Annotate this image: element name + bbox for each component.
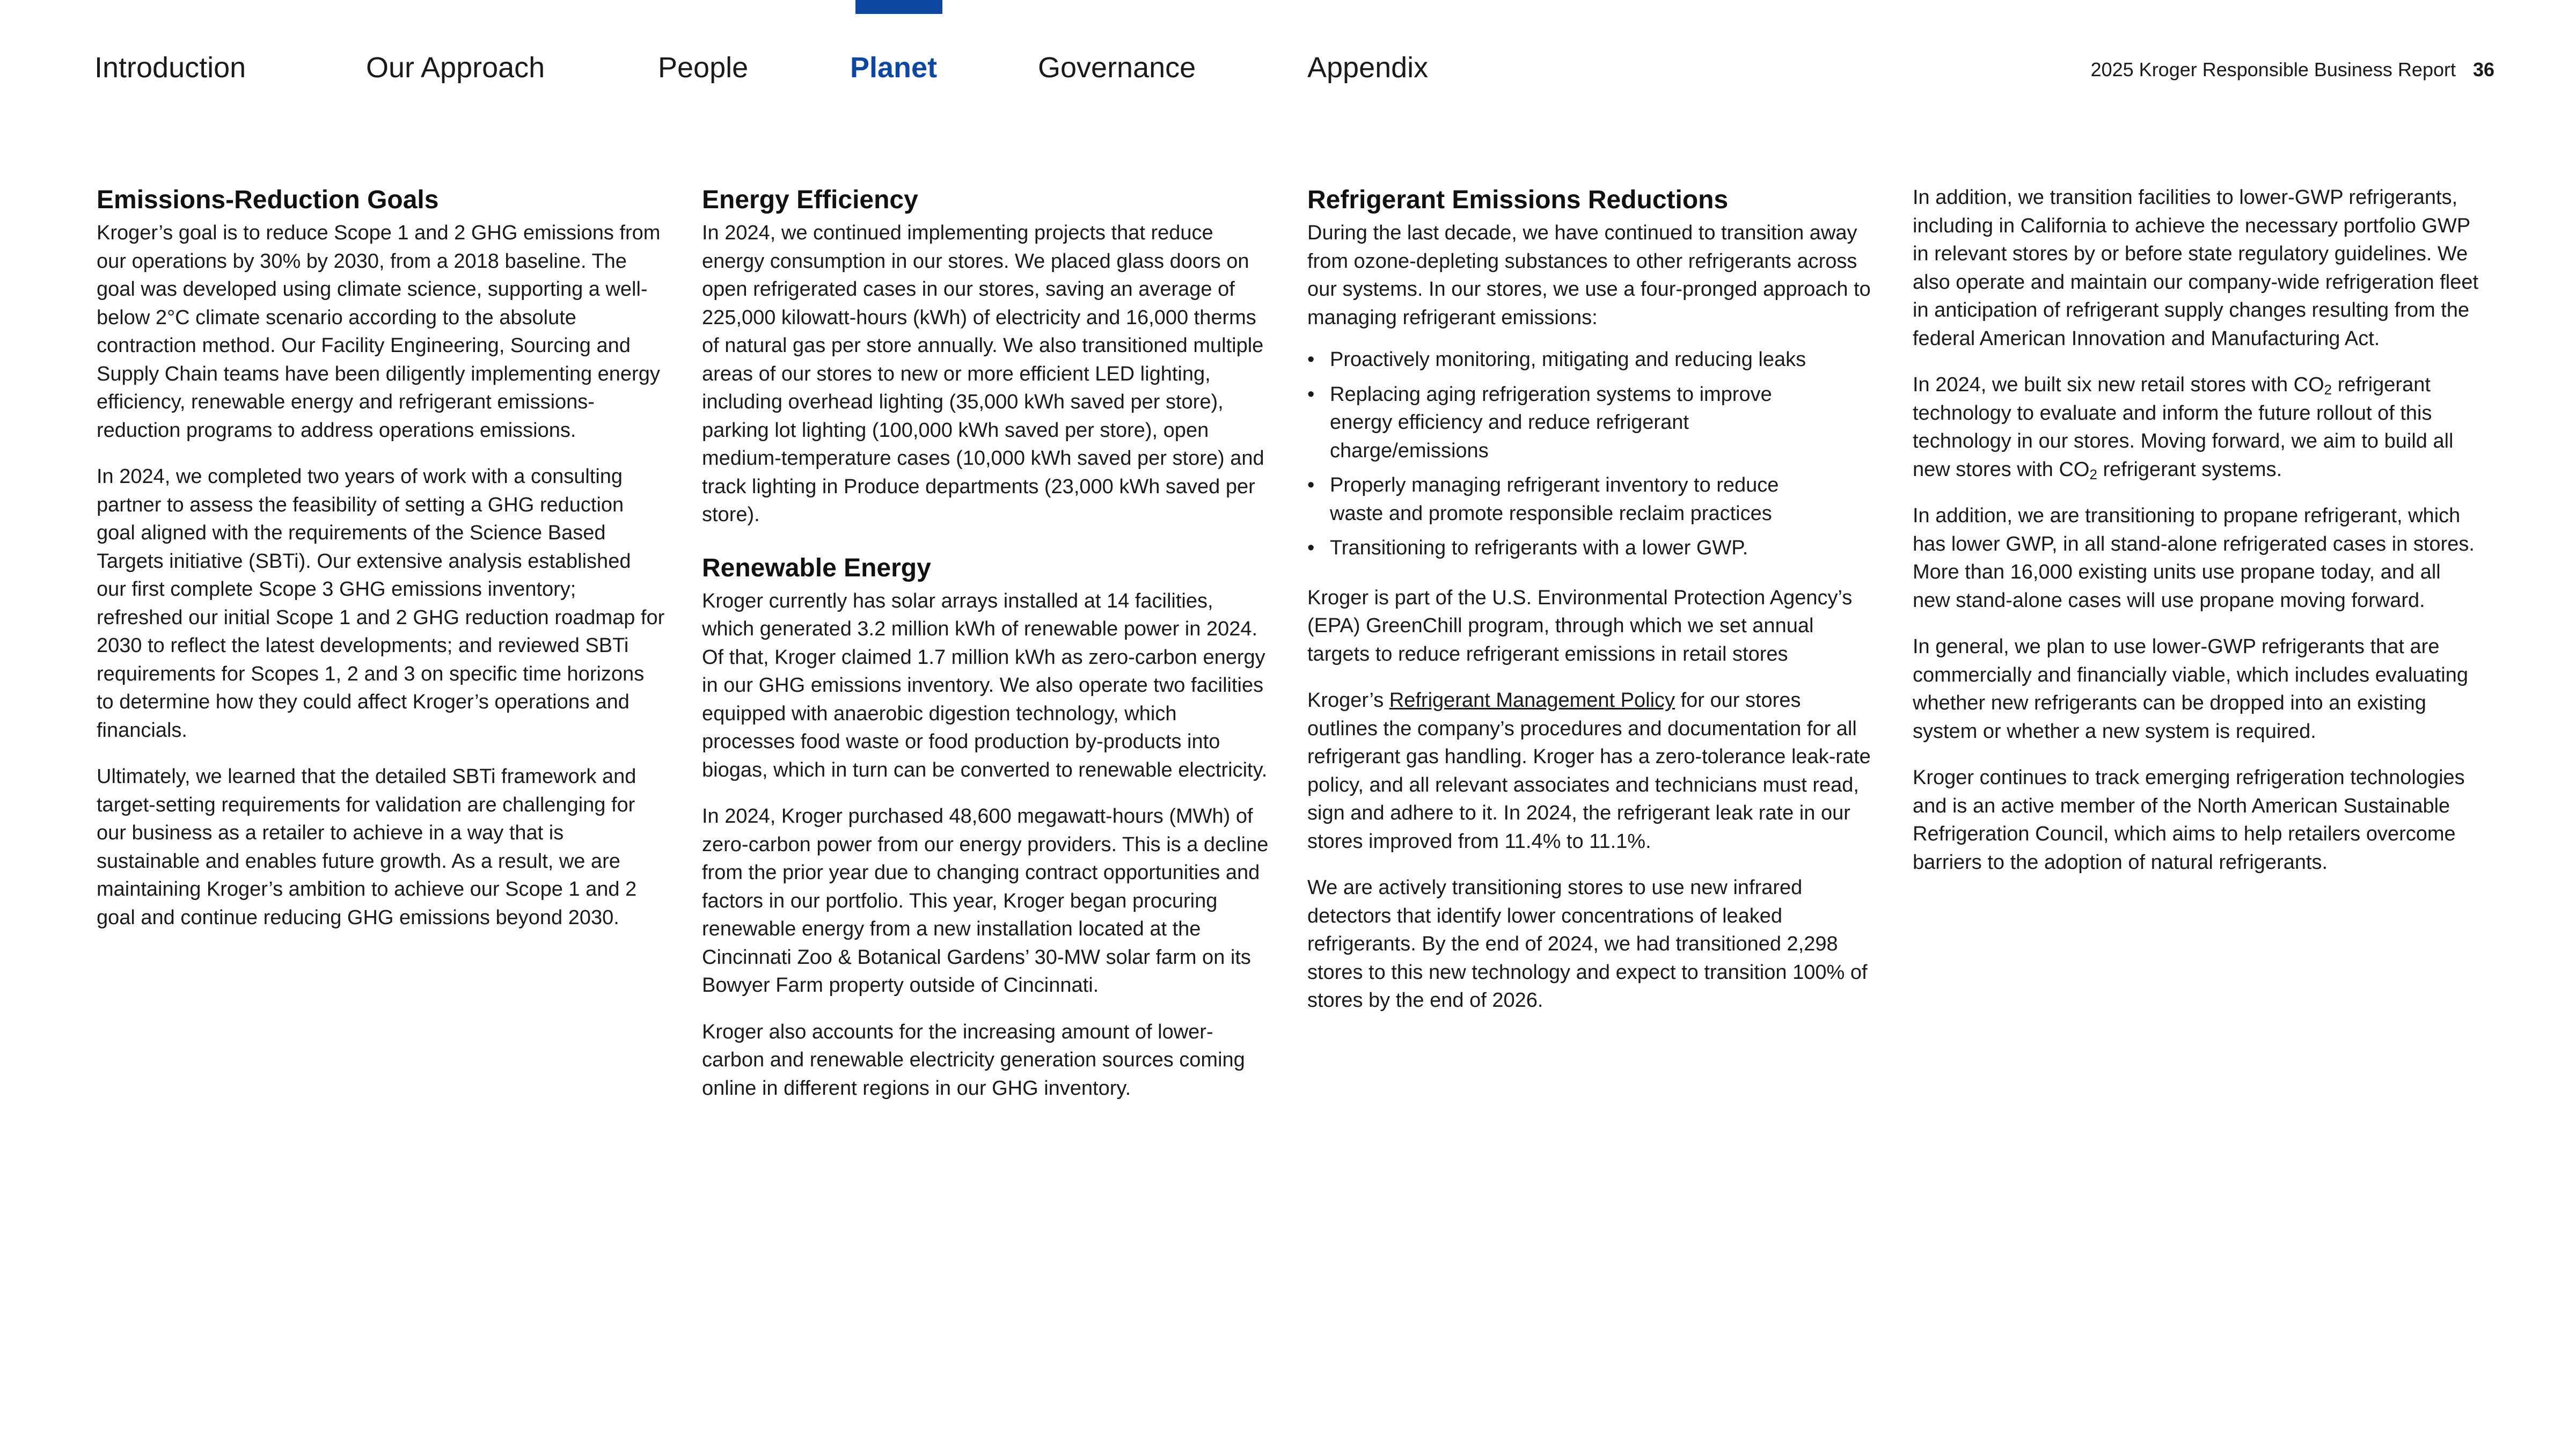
tab-planet[interactable]: Planet	[850, 52, 938, 84]
list-item: • Transitioning to refrigerants with a lower GWP.	[1307, 534, 1834, 562]
approach-bullet-list	[1307, 346, 1876, 562]
paragraph: Ultimately, we learned that the detailed SBTi framework and target-setting requirements for validation are challenging for our business as a retailer to achieve in a way that is sustainable and enables future growth. As a result, we are maintaining Kroger’s ambition to achieve our Scope 1 and 2 goal and continue reducing GHG emissions beyond 2030.	[97, 765, 637, 929]
heading-renewable-energy: Renewable Energy	[702, 553, 931, 582]
report-title: 2025 Kroger Responsible Business Report	[2090, 58, 2456, 80]
paragraph: In 2024, Kroger purchased 48,600 megawatt-hours (MWh) of zero-carbon power from our energy providers. This is a decline from the prior year due to changing contract opportunities and factors in our portfolio. This year, Kroger began procuring renewable energy from a new installation located at the Cincinnati Zoo & Botanical Gardens’ 30-MW solar farm on its Bowyer Farm property outside of Cincinnati.	[702, 805, 1269, 997]
paragraph: Kroger continues to track emerging refrigeration technologies and is an active member of the North American Sustainable Refrigeration Council, which aims to help retailers overcome barriers to the adoption of natural refrigerants.	[1913, 766, 2465, 874]
paragraph: Kroger is part of the U.S. Environmental Protection Agency’s (EPA) GreenChill program, through which we set annual targets to reduce refrigerant emissions in retail stores	[1307, 586, 1853, 665]
paragraph-co2-stores	[1913, 371, 2482, 484]
paragraph: Kroger also accounts for the increasing amount of lower-carbon and renewable electricity generation sources coming online in different regions in our GHG inventory.	[702, 1020, 1245, 1100]
subscript: 2	[2089, 466, 2097, 482]
paragraph: During the last decade, we have continued to transition away from ozone-depleting substances to other refrigerants across our systems. In our stores, we use a four-pronged approach to managing refrigerant emissions:	[1307, 222, 1871, 329]
list-item: • Replacing aging refrigeration systems to improve energy efficiency and reduce refrigerant charge/emissions	[1307, 380, 1834, 465]
active-tab-indicator	[855, 0, 942, 14]
tab-appendix[interactable]: Appendix	[1307, 52, 1429, 84]
paragraph: We are actively transitioning stores to use new infrared detectors that identify lower concentrations of leaked refrigerants. By the end of 2024, we had transitioned 2,298 stores to this new technology and expect to transition 100% of stores by the end of 2026.	[1307, 876, 1868, 1012]
heading-energy-efficiency: Energy Efficiency	[702, 186, 918, 214]
heading-refrigerant-emissions-reductions: Refrigerant Emissions Reductions	[1307, 186, 1729, 214]
tab-our-approach[interactable]: Our Approach	[366, 52, 545, 84]
text: refrigerant technology to evaluate and inform the future rollout of this technology in our stores. Moving forward, we aim to build all new stores with CO	[1913, 374, 2454, 481]
text: In 2024, we built six new retail stores with CO	[1913, 374, 2324, 396]
heading-emissions-reduction-goals: Emissions-Reduction Goals	[97, 186, 439, 214]
column-refrigerant-continued	[1913, 184, 2482, 895]
paragraph: In addition, we are transitioning to propane refrigerant, which has lower GWP, in all stand-alone refrigerated cases in stores. More than 16,000 existing units use propane today, and all new stand-alone cases will use propane moving forward.	[1913, 504, 2475, 612]
column-emissions-reduction-goals	[97, 184, 665, 950]
column-refrigerant-emissions	[1307, 184, 1876, 1033]
paragraph: Kroger’s goal is to reduce Scope 1 and 2 GHG emissions from our operations by 30% by 2030, from a 2018 baseline. The goal was developed using climate science, supporting a well-below 2°C climate scenario according to the absolute contraction method. Our Facility Engineering, Sourcing and Supply Chain teams have been diligently implementing energy efficiency, renewable energy and refrigerant emissions-reduction programs to address operations emissions.	[97, 222, 661, 442]
subscript: 2	[2324, 382, 2332, 398]
tab-people[interactable]: People	[658, 52, 749, 84]
paragraph: In general, we plan to use lower-GWP refrigerants that are commercially and financially viable, which includes evaluating whether new refrigerants can be dropped into an existing system or whether a new system is required.	[1913, 635, 2468, 743]
paragraph: In 2024, we continued implementing projects that reduce energy consumption in our stores. We placed glass doors on open refrigerated cases in our stores, saving an average of 225,000 kilowatt-hours (kWh) of electricity and 16,000 therms of natural gas per store annually. We also transitioned multiple areas of our stores to new or more efficient LED lighting, including overhead lighting (35,000 kWh saved per store), parking lot lighting (100,000 kWh saved per store), open medium-temperature cases (10,000 kWh saved per store) and track lighting in Produce departments (23,000 kWh saved per store).	[702, 222, 1264, 526]
paragraph: In 2024, we completed two years of work with a consulting partner to assess the feasibility of setting a GHG reduction goal aligned with the requirements of the Science Based Targets initiative (SBTi). Our extensive analysis established our first complete Scope 3 GHG emissions inventory; refreshed our initial Scope 1 and 2 GHG reduction roadmap for 2030 to reflect the latest developments; and reviewed SBTi requirements for Scopes 1, 2 and 3 on specific time horizons to determine how they could affect Kroger’s operations and financials.	[97, 465, 665, 742]
tab-introduction[interactable]: Introduction	[94, 52, 246, 84]
text: for our stores outlines the company’s procedures and documentation for all refrigerant gas handling. Kroger has a zero-tolerance leak-rate policy, and all relevant associates and technicians must read, sign and adhere to it. In 2024, the refrigerant leak rate in our stores improved from 11.4% to 11.1%.	[1307, 689, 1871, 853]
tab-governance[interactable]: Governance	[1038, 52, 1196, 84]
paragraph-refrigerant-policy	[1307, 686, 1876, 855]
list-item: • Properly managing refrigerant inventory to reduce waste and promote responsible reclaim practices	[1307, 471, 1834, 528]
paragraph: Kroger currently has solar arrays installed at 14 facilities, which generated 3.2 million kWh of renewable power in 2024. Of that, Kroger claimed 1.7 million kWh as zero-carbon energy in our GHG emissions inventory. We also operate two facilities equipped with anaerobic digestion technology, which processes food waste or food production by-products into biogas, which in turn can be converted to renewable electricity.	[702, 589, 1268, 781]
list-item: • Proactively monitoring, mitigating and reducing leaks	[1307, 346, 1834, 374]
page-number: 36	[2472, 58, 2494, 80]
text: refrigerant systems.	[2097, 458, 2282, 481]
refrigerant-management-policy-link[interactable]: Refrigerant Management Policy	[1389, 689, 1675, 712]
text: Kroger’s	[1307, 689, 1389, 712]
paragraph: In addition, we transition facilities to lower-GWP refrigerants, including in California to achieve the necessary portfolio GWP in relevant stores by or before state regulatory guidelines. We also operate and maintain our company-wide refrigeration fleet in anticipation of refrigerant supply changes resulting from the federal American Innovation and Manufacturing Act.	[1913, 186, 2479, 350]
column-energy	[702, 184, 1271, 1121]
